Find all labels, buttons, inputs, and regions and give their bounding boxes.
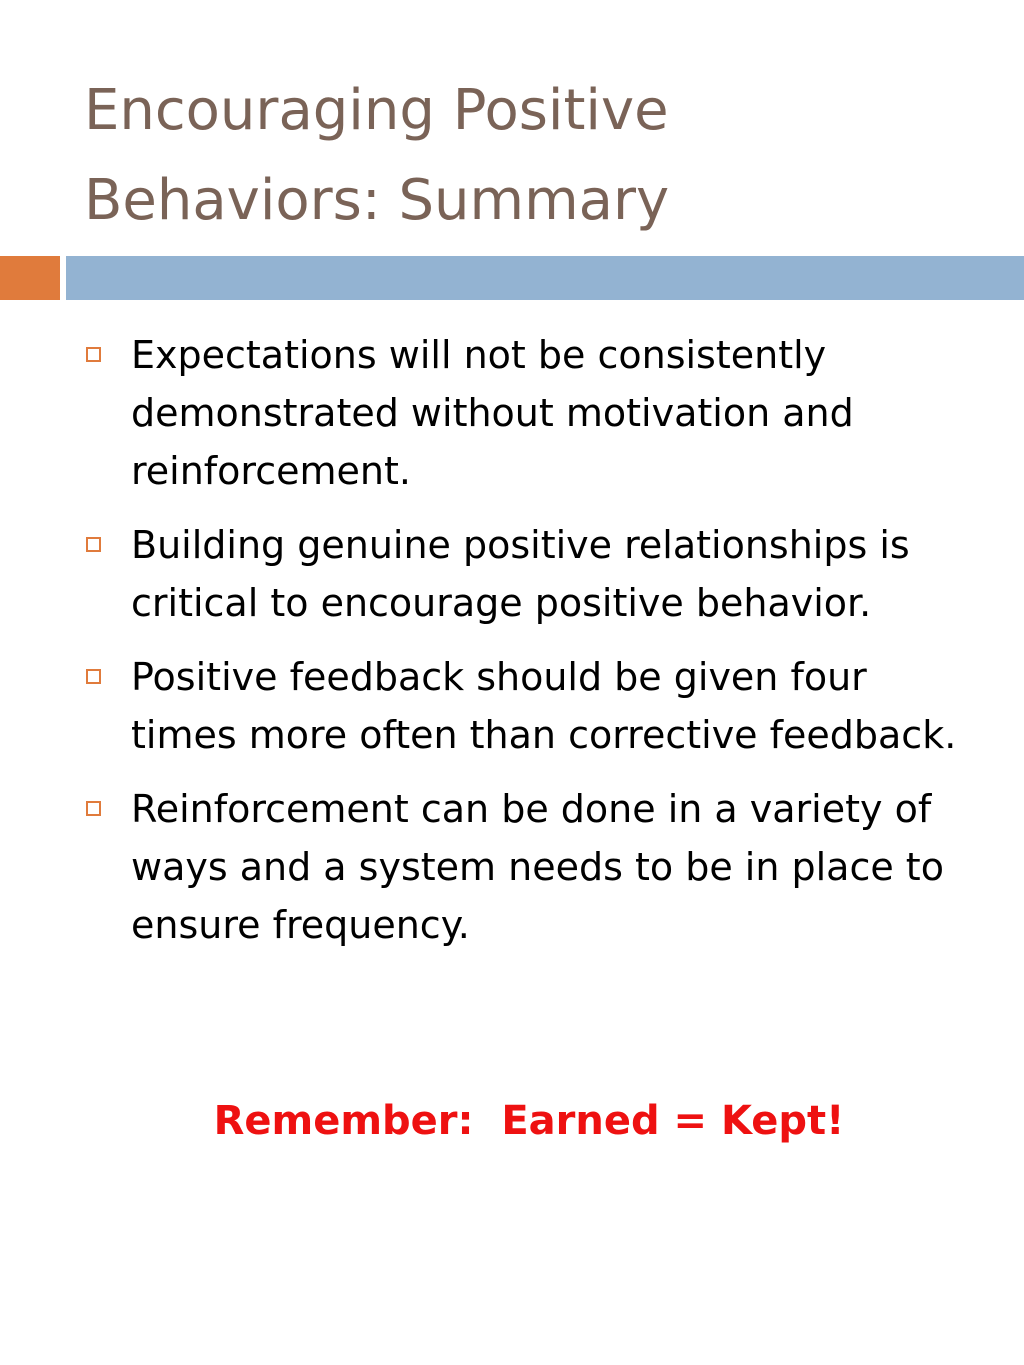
- accent-square: [0, 256, 60, 300]
- bullet-item: [84, 648, 974, 764]
- hollow-square-bullet-icon: [86, 347, 101, 362]
- slide-title: [84, 66, 984, 246]
- bullet-item: [84, 326, 974, 500]
- bullet-text: Positive feedback should be given four times more often than corrective feedback.: [131, 655, 957, 757]
- hollow-square-bullet-icon: [86, 537, 101, 552]
- accent-bar: [66, 256, 1024, 300]
- bullet-text: Building genuine positive relationships is critical to encourage positive behavior.: [131, 523, 910, 625]
- bullet-text: Reinforcement can be done in a variety of ways and a system needs to be in place to ensure frequency.: [131, 787, 944, 947]
- hollow-square-bullet-icon: [86, 669, 101, 684]
- remember-note: Remember: Earned = Kept!: [213, 1098, 845, 1144]
- bullet-item: [84, 516, 974, 632]
- bullet-text: Expectations will not be consistently demonstrated without motivation and reinforcement.: [131, 333, 854, 493]
- bullet-item: [84, 780, 974, 954]
- bullet-list: [84, 326, 974, 970]
- slide-title-line-2: Behaviors: Summary: [84, 168, 670, 233]
- hollow-square-bullet-icon: [86, 801, 101, 816]
- slide-title-line-1: Encouraging Positive: [84, 78, 669, 143]
